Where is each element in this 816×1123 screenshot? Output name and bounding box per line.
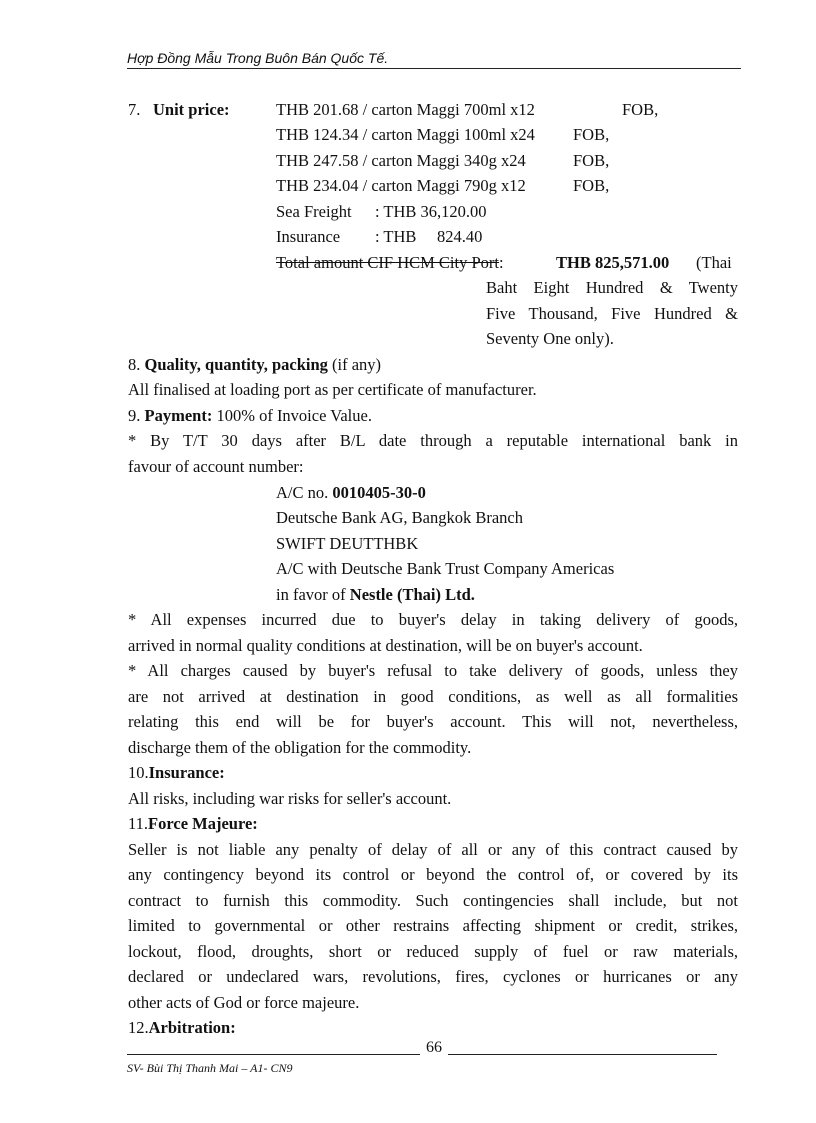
price-line-3: THB 247.58 / carton Maggi 340g x24 <box>276 151 526 170</box>
account-prefix: A/C no. <box>276 483 329 502</box>
section-12-number: 12. <box>128 1018 149 1037</box>
tt-line-2: favour of account number: <box>128 457 304 476</box>
swift-code: SWIFT DEUTTHBK <box>276 534 419 553</box>
total-words-line-3: Five Thousand, Five Hundred & <box>486 304 738 323</box>
beneficiary-name: Nestle (Thai) Ltd. <box>349 585 475 604</box>
section-11-title: Force Majeure: <box>148 814 258 833</box>
price-term-3: FOB, <box>573 151 610 170</box>
price-line-2: THB 124.34 / carton Maggi 100ml x24 <box>276 125 535 144</box>
page-number: 66 <box>420 1039 448 1057</box>
section-10-title: Insurance: <box>148 763 225 782</box>
account-number-line <box>276 482 426 504</box>
total-words-line-1: (Thai <box>696 253 732 272</box>
section-12-heading <box>128 1017 236 1039</box>
force-majeure-line-6: declared or undeclared wars, revolutions, fires, cyclones or hurricanes or any <box>128 967 738 986</box>
footer-author: SV- Bùi Thị Thanh Mai – A1- CN9 <box>127 1061 293 1075</box>
force-majeure-line-5: lockout, flood, droughts, short or reduced supply of fuel or raw materials, <box>128 942 738 961</box>
price-term-1: FOB, <box>622 100 659 119</box>
price-line-1: THB 201.68 / carton Maggi 700ml x12 <box>276 100 535 119</box>
total-amount-row <box>276 252 504 274</box>
insurance-cost-value: : THB 824.40 <box>375 227 483 246</box>
account-number: 0010405-30-0 <box>332 483 426 502</box>
section-11-heading <box>128 813 258 835</box>
force-majeure-line-4: limited to governmental or other restrains affecting shipment or credit, strikes, <box>128 916 738 935</box>
bank-name: Deutsche Bank AG, Bangkok Branch <box>276 508 523 527</box>
price-line-4: THB 234.04 / carton Maggi 790g x12 <box>276 176 526 195</box>
price-term-2: FOB, <box>573 125 610 144</box>
total-words-line-4: Seventy One only). <box>486 329 614 348</box>
charges-line-4: discharge them of the obligation for the commodity. <box>128 738 472 757</box>
sea-freight-value: : THB 36,120.00 <box>375 202 487 221</box>
price-term-4: FOB, <box>573 176 610 195</box>
section-9-suffix: 100% of Invoice Value. <box>216 406 372 425</box>
insurance-cost-label: Insurance <box>276 227 341 246</box>
total-amount-value: THB 825,571.00 <box>556 253 670 272</box>
charges-line-1: * All charges caused by buyer's refusal to take delivery of goods, unless they <box>128 661 738 680</box>
quality-body: All finalised at loading port as per certificate of manufacturer. <box>128 380 537 399</box>
force-majeure-line-2: any contingency beyond its control or beyond the control of, or covered by its <box>128 865 738 884</box>
section-10-number: 10. <box>128 763 149 782</box>
running-header: Hợp Đồng Mẫu Trong Buôn Bán Quốc Tế. <box>127 48 741 69</box>
tt-line-1: * By T/T 30 days after B/L date through a reputable international bank in <box>128 431 738 450</box>
force-majeure-line-3: contract to furnish this commodity. Such contingencies shall include, but not <box>128 891 738 910</box>
beneficiary-prefix: in favor of <box>276 585 346 604</box>
total-amount-label: Total amount CIF HCM City Port <box>276 253 499 272</box>
force-majeure-line-1: Seller is not liable any penalty of delay of all or any of this contract caused by <box>128 840 738 859</box>
section-9-heading <box>128 405 372 427</box>
insurance-body: All risks, including war risks for seller's account. <box>128 789 452 808</box>
section-8-number: 8. <box>128 355 141 374</box>
section-8-suffix: (if any) <box>332 355 382 374</box>
sea-freight-label: Sea Freight <box>276 202 352 221</box>
section-7-number: 7. <box>128 100 141 119</box>
section-8-title: Quality, quantity, packing <box>144 355 328 374</box>
section-9-title: Payment: <box>144 406 213 425</box>
section-10-heading <box>128 762 225 784</box>
section-7-title: Unit price: <box>153 100 230 119</box>
total-words-line-2: Baht Eight Hundred & Twenty <box>486 278 738 297</box>
section-8-heading <box>128 354 381 376</box>
correspondent-bank: A/C with Deutsche Bank Trust Company Americas <box>276 559 615 578</box>
section-12-title: Arbitration: <box>148 1018 236 1037</box>
section-11-number: 11. <box>128 814 149 833</box>
charges-line-2: are not arrived at destination in good conditions, as well as all formalities <box>128 687 738 706</box>
expenses-line-1: * All expenses incurred due to buyer's delay in taking delivery of goods, <box>128 610 738 629</box>
section-9-number: 9. <box>128 406 141 425</box>
beneficiary-line <box>276 584 475 606</box>
charges-line-3: relating this end will be for buyer's account. This will not, nevertheless, <box>128 712 738 731</box>
total-amount-colon: : <box>498 253 504 272</box>
expenses-line-2: arrived in normal quality conditions at destination, will be on buyer's account. <box>128 636 643 655</box>
force-majeure-line-7: other acts of God or force majeure. <box>128 993 360 1012</box>
